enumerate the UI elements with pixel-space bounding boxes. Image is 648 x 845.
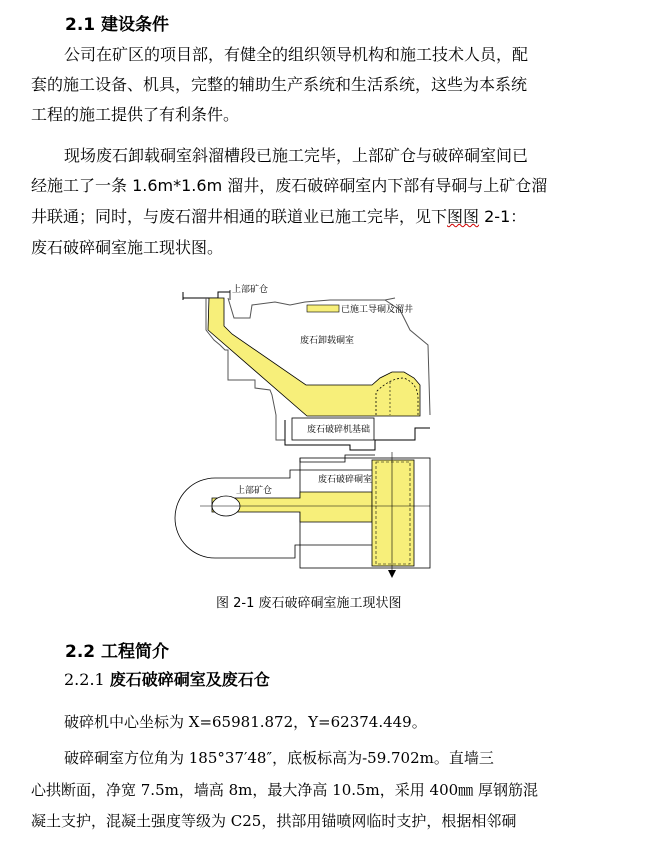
plan-yellow-vertical	[372, 460, 414, 566]
label-crusher-foundation: 废石破碎机基础	[307, 425, 371, 435]
para1-line3: 工程的施工提供了有利条件。	[31, 105, 240, 124]
figure-caption: 图 2-1 废石破碎硐室施工现状图	[216, 596, 402, 611]
plan-arrow-icon	[388, 570, 396, 578]
para3-line3: 凝土支护，混凝土强度等级为 C25，拱部用锚喷网临时支护，根据相邻硐	[31, 812, 517, 830]
label-completed-tunnel: 已施工导硐及溜井	[341, 305, 414, 315]
para3-line1: 破碎硐室方位角为 185°37′48″，底板标高为-59.702m。直墙三	[64, 749, 494, 767]
para2-line2: 经施工了一条 1.6m*1.6m 溜井，废石破碎硐室内下部有导硐与上矿仓溜	[31, 176, 548, 195]
para2-line1: 现场废石卸载硐室斜溜槽段已施工完毕，上部矿仓与破碎硐室间已	[64, 146, 529, 165]
para3-line2: 心拱断面，净宽 7.5m，墙高 8m，最大净高 10.5m，采用 400㎜ 厚钢筋混	[31, 781, 538, 799]
para1-line2: 套的施工设备、机具，完整的辅助生产系统和生活系统，这些为本系统	[31, 75, 528, 94]
elevation-yellow-chute	[208, 298, 420, 416]
legend-yellow-bar	[307, 305, 339, 312]
section-heading-2-1: 2.1 建设条件	[65, 15, 170, 35]
para2-line3-text: 井联通；同时，与废石溜井相通的联道业已施工完毕，见下	[31, 207, 448, 226]
plan-top-rock	[300, 455, 375, 462]
para1-line1: 公司在矿区的项目部，有健全的组织领导机构和施工技术人员，配	[64, 45, 529, 64]
section-heading-2-2: 2.2 工程简介	[65, 642, 170, 662]
label-crusher-chamber: 废石破碎硐室	[318, 475, 373, 485]
para2-line4: 废石破碎硐室施工现状图。	[31, 238, 224, 257]
label-plan-left: 上部矿仓	[236, 486, 273, 496]
label-top-left: 上部矿仓	[232, 285, 269, 295]
label-unloading-chamber: 废石卸载硐室	[300, 336, 355, 346]
plan-outline-arc	[175, 478, 215, 558]
para2-line3-ref: 2-1：	[479, 207, 527, 226]
spellcheck-squiggle: 图图	[447, 207, 480, 226]
coordinate-line: 破碎机中心坐标为 X=65981.872，Y=62374.449。	[64, 713, 427, 731]
subsection-2-2-1	[64, 665, 270, 695]
subsection-title: 废石破碎硐室及废石仓	[109, 670, 270, 689]
subsection-number: 2.2.1	[64, 670, 110, 689]
elevation-shaft-top	[218, 292, 230, 298]
